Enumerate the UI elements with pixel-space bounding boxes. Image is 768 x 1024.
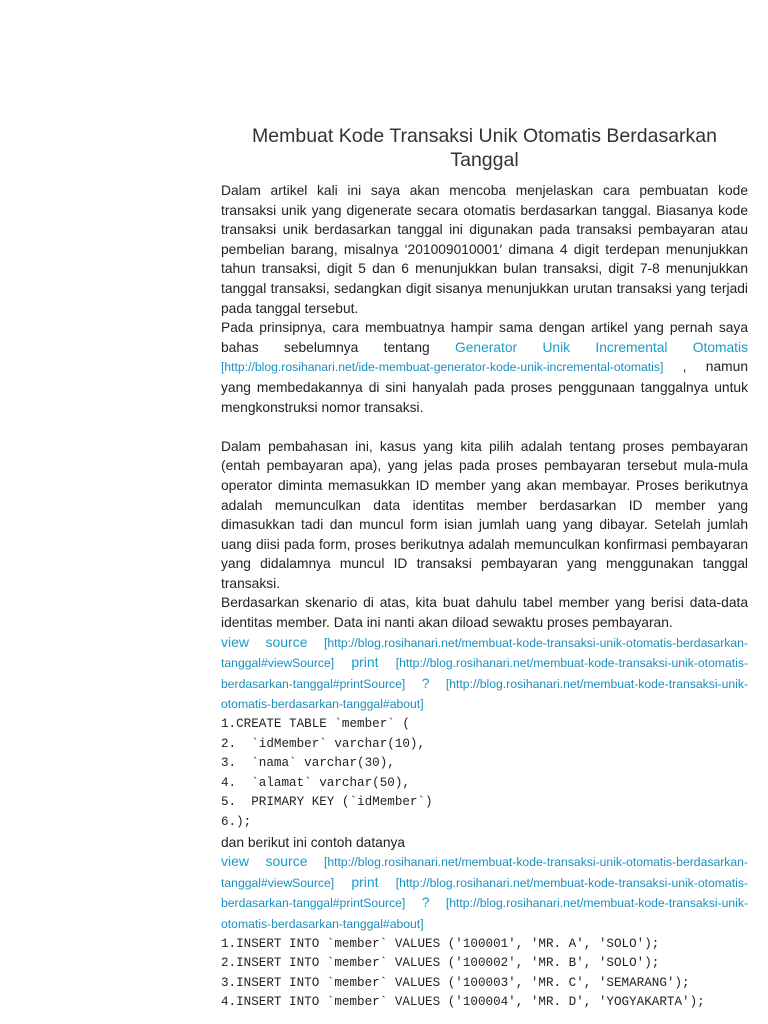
code-line: 2.INSERT INTO `member` VALUES ('100002', 'MR. B', 'SOLO'); — [221, 956, 660, 971]
code-line: 3. `nama` varchar(30), — [221, 756, 395, 771]
generator-link-url[interactable]: [http://blog.rosihanari.net/ide-membuat-generator-kode-unik-incremental-otomatis] — [221, 360, 664, 375]
about-url[interactable]: [http://blog.rosihanari.net/membuat-kode-transaksi-unik-otomatis-berdasarkan-tanggal#about] — [221, 676, 748, 712]
insert-data-code — [221, 935, 748, 1013]
scenario-paragraph: Berdasarkan skenario di atas, kita buat dahulu tabel member yang berisi data-data identitas member. Data ini nanti akan diload sewaktu proses pembayaran. — [221, 595, 748, 631]
paragraph-spacer — [221, 417, 748, 437]
intro-paragraph: Dalam artikel kali ini saya akan mencoba menjelaskan cara pembuatan kode transaksi unik yang digenerate secara otomatis berdasarkan tanggal. Biasanya kode transaksi unik berdasarkan tanggal ini digunakan pada transaksi pembayaran atau pembelian barang, misalnya ‘201009010001′ dimana 4 digit terdepan menunjukkan tahun transaksi, digit 5 dan 6 menunjukkan bulan transaksi, digit 7-8 menunjukkan tanggal transaksi, sedangkan digit sisanya menunjukkan urutan transaksi yang terjadi pada tanggal tersebut. — [221, 183, 748, 316]
print-link[interactable]: print — [351, 654, 379, 671]
article-title: Membuat Kode Transaksi Unik Otomatis Berdasarkan Tanggal — [252, 125, 717, 171]
article — [221, 124, 748, 1013]
view-source-link[interactable]: view source — [221, 853, 308, 870]
about-link[interactable]: ? — [421, 674, 430, 691]
view-source-link[interactable]: view source — [221, 633, 308, 650]
discussion-paragraph: Dalam pembahasan ini, kasus yang kita pilih adalah tentang proses pembayaran (entah pembayaran apa), yang jelas pada proses pembayaran tersebut mula-mula operator diminta memasukkan ID member yang akan membayar. Proses berikutnya adalah memunculkan data identitas member berdasarkan ID member yang dimasukkan tadi dan muncul form isian jumlah uang yang dibayar. Setelah jumlah uang diisi pada form, proses berikutnya adalah memunculkan konfirmasi pembayaran yang didalamnya muncul ID transaksi pembayaran yang menggunakan tanggal transaksi. — [221, 438, 748, 591]
print-url[interactable]: [http://blog.rosihanari.net/membuat-kode-transaksi-unik-otomatis-berdasarkan-tanggal#printSource] — [221, 656, 748, 691]
view-source-url[interactable]: [http://blog.rosihanari.net/membuat-kode-transaksi-unik-otomatis-berdasarkan-tanggal#viewSource] — [221, 635, 748, 671]
source-links-2 — [221, 852, 748, 934]
code-line: 2. `idMember` varchar(10), — [221, 736, 426, 751]
about-link[interactable]: ? — [421, 894, 430, 911]
code-line: 1.INSERT INTO `member` VALUES ('100001', 'MR. A', 'SOLO'); — [221, 936, 660, 951]
code-line: 5. PRIMARY KEY (`idMember`) — [221, 795, 433, 810]
code-line: 4.INSERT INTO `member` VALUES ('100004', 'MR. D', 'YOGYAKARTA'); — [221, 995, 705, 1010]
code-line: 3.INSERT INTO `member` VALUES ('100003', 'MR. C', 'SEMARANG'); — [221, 975, 690, 990]
view-source-url[interactable]: [http://blog.rosihanari.net/membuat-kode-transaksi-unik-otomatis-berdasarkan-tanggal#viewSource] — [221, 855, 748, 890]
generator-link-text[interactable]: Generator Unik Incremental Otomatis — [455, 339, 748, 355]
data-intro-text: dan berikut ini contoh datanya — [221, 834, 406, 850]
about-url[interactable]: [http://blog.rosihanari.net/membuat-kode-transaksi-unik-otomatis-berdasarkan-tanggal#about] — [221, 896, 748, 931]
code-line: 1.CREATE TABLE `member` ( — [221, 717, 410, 732]
print-url[interactable]: [http://blog.rosihanari.net/membuat-kode-transaksi-unik-otomatis-berdasarkan-tanggal#printSource] — [221, 875, 748, 911]
source-links-1 — [221, 633, 748, 715]
code-line: 6.); — [221, 815, 252, 829]
create-table-code — [221, 715, 748, 833]
principle-text-after: , namun yang membedakannya di sini hanyalah pada proses penggunaan tanggalnya untuk mengkonstruksi nomor transaksi. — [221, 359, 748, 415]
code-line: 4. `alamat` varchar(50), — [221, 775, 410, 790]
principle-paragraph — [221, 318, 748, 417]
print-link[interactable]: print — [351, 873, 379, 890]
principle-text-before: Pada prinsipnya, cara membuatnya hampir sama dengan artikel yang pernah saya bahas sebelumnya tentang — [221, 320, 748, 355]
